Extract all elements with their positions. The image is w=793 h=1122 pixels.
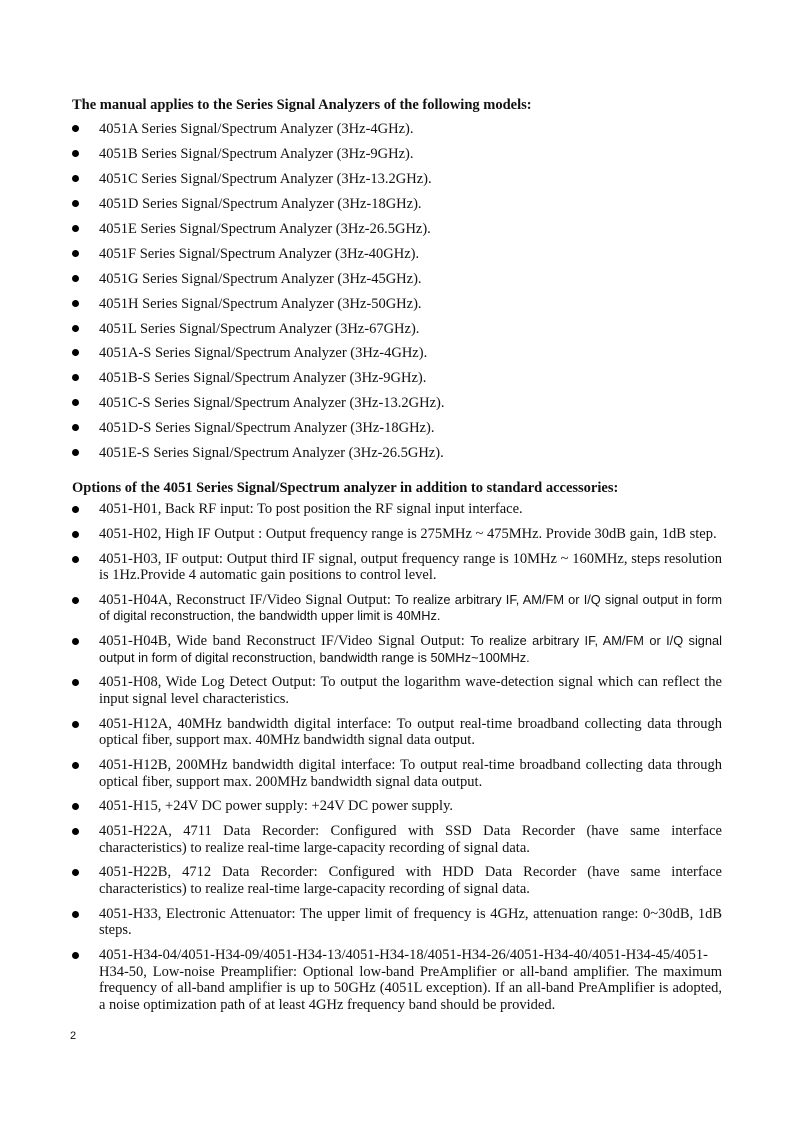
option-item — [72, 633, 722, 666]
option-label: 4051-H15, +24V DC power supply: — [99, 798, 312, 815]
option-label: 4051-H01, Back RF input: — [99, 501, 258, 517]
option-description: Output third IF signal, output frequency range is 10MHz ~ 160MHz, steps resolution is 1Hz.Provide 4 automatic gain positions to control level. — [99, 550, 722, 584]
bullet-icon — [72, 275, 79, 282]
bullet-icon — [72, 325, 79, 332]
model-text: 4051F Series Signal/Spectrum Analyzer (3Hz-40GHz). — [99, 245, 420, 262]
bullet-icon — [72, 762, 79, 769]
option-item — [72, 716, 722, 749]
option-description: To output real-time broadband collecting data through optical fiber, support max. 200MHz bandwidth signal data output. — [99, 757, 722, 790]
option-description: Configured with HDD Data Recorder (have same interface characteristics) to realize real-time large-capacity recording of signal data. — [99, 864, 722, 897]
list-item — [72, 394, 722, 419]
model-text: 4051G Series Signal/Spectrum Analyzer (3Hz-45GHz). — [99, 270, 422, 287]
option-label: 4051-H04B, Wide band Reconstruct IF/Video Signal Output: — [99, 633, 471, 650]
option-label: 4051-H08, Wide Log Detect Output: — [99, 674, 321, 691]
list-item — [72, 245, 722, 270]
list-item — [72, 120, 722, 145]
option-item — [72, 592, 722, 625]
list-item — [72, 369, 722, 394]
models-list — [72, 120, 722, 469]
option-description: To output real-time broadband collecting data through optical fiber, support max. 40MHz bandwidth signal data output. — [99, 715, 722, 749]
bullet-icon — [72, 374, 79, 381]
option-item — [72, 757, 722, 790]
model-text: 4051E-S Series Signal/Spectrum Analyzer (3Hz-26.5GHz). — [99, 445, 444, 462]
bullet-icon — [72, 721, 79, 728]
option-description: Output frequency range is 275MHz ~ 475MHz. Provide 30dB gain, 1dB step. — [265, 525, 717, 542]
model-text: 4051E Series Signal/Spectrum Analyzer (3Hz-26.5GHz). — [99, 220, 431, 237]
option-description: To realize arbitrary IF, AM/FM or I/Q signal output in form of digital reconstruction, bandwidth range is 50MHz~100MHz. — [99, 633, 722, 665]
option-description: Optional low-band PreAmplifier or all-band amplifier. The maximum frequency of all-band amplifier is up to 50GHz (4051L exception). If an all-band PreAmplifier is adopted, a noise optimization path of at least 4GHz frequency band should be provided. — [99, 963, 722, 1013]
bullet-icon — [72, 869, 79, 876]
bullet-icon — [72, 911, 79, 918]
option-label: 4051-H04A, Reconstruct IF/Video Signal Output: — [99, 591, 396, 608]
bullet-icon — [72, 506, 79, 513]
option-item — [72, 864, 722, 897]
model-text: 4051D-S Series Signal/Spectrum Analyzer (3Hz-18GHz). — [99, 420, 435, 437]
option-item — [72, 526, 722, 543]
bullet-icon — [72, 424, 79, 431]
bullet-icon — [72, 175, 79, 182]
model-text: 4051C-S Series Signal/Spectrum Analyzer (3Hz-13.2GHz). — [99, 395, 445, 412]
option-label: 4051-H22A, 4711 Data Recorder: — [99, 823, 331, 840]
model-text: 4051D Series Signal/Spectrum Analyzer (3Hz-18GHz). — [99, 195, 422, 212]
model-text: 4051A Series Signal/Spectrum Analyzer (3Hz-4GHz). — [99, 121, 414, 137]
bullet-icon — [72, 225, 79, 232]
option-description: To output the logarithm wave-detection signal which can reflect the input signal level characteristics. — [99, 674, 722, 707]
bullet-icon — [72, 200, 79, 207]
option-description: The upper limit of frequency is 4GHz, attenuation range: 0~30dB, 1dB steps. — [99, 905, 722, 939]
bullet-icon — [72, 250, 79, 257]
option-description: Configured with SSD Data Recorder (have same interface characteristics) to realize real-time large-capacity recording of signal data. — [99, 823, 722, 856]
option-description: To post position the RF signal input interface. — [257, 501, 523, 517]
bullet-icon — [72, 803, 79, 810]
list-item — [72, 145, 722, 170]
bullet-icon — [72, 679, 79, 686]
option-label: 4051-H02, High IF Output : — [99, 525, 266, 542]
page-number: 2 — [70, 1030, 77, 1042]
bullet-icon — [72, 828, 79, 835]
option-description: +24V DC power supply. — [311, 798, 454, 815]
list-item — [72, 320, 722, 345]
bullet-icon — [72, 349, 79, 356]
list-item — [72, 444, 722, 469]
bullet-icon — [72, 597, 79, 604]
list-item — [72, 419, 722, 444]
option-item — [72, 674, 722, 707]
option-description: To realize arbitrary IF, AM/FM or I/Q signal output in form of digital reconstruction, the bandwidth upper limit is 40MHz. — [99, 591, 722, 624]
option-item — [72, 906, 722, 939]
option-item — [72, 551, 722, 584]
bullet-icon — [72, 638, 79, 645]
list-item — [72, 344, 722, 369]
option-label: 4051-H03, IF output: — [99, 550, 227, 567]
bullet-icon — [72, 125, 79, 132]
option-label: 4051-H22B, 4712 Data Recorder: — [99, 864, 329, 881]
model-text: 4051B-S Series Signal/Spectrum Analyzer (3Hz-9GHz). — [99, 370, 427, 387]
option-label: 4051-H12B, 200MHz bandwidth digital interface: — [99, 757, 401, 774]
option-item — [72, 823, 722, 856]
bullet-icon — [72, 300, 79, 307]
bullet-icon — [72, 399, 79, 406]
model-text: 4051C Series Signal/Spectrum Analyzer (3Hz-13.2GHz). — [99, 170, 432, 187]
bullet-icon — [72, 531, 79, 538]
model-text: 4051H Series Signal/Spectrum Analyzer (3Hz-50GHz). — [99, 295, 422, 312]
option-label: 4051-H33, Electronic Attenuator: — [99, 905, 300, 922]
option-item — [72, 798, 722, 815]
list-item — [72, 170, 722, 195]
model-text: 4051B Series Signal/Spectrum Analyzer (3Hz-9GHz). — [99, 145, 414, 162]
model-text: 4051L Series Signal/Spectrum Analyzer (3Hz-67GHz). — [99, 320, 420, 337]
list-item — [72, 270, 722, 295]
option-item — [72, 947, 722, 1013]
bullet-icon — [72, 449, 79, 456]
option-label: 4051-H34-04/4051-H34-09/4051-H34-13/4051-H34-18/4051-H34-26/4051-H34-40/4051-H34-45/4051-H34-50, Low-noise Preamplifier: — [99, 947, 708, 980]
option-label: 4051-H12A, 40MHz bandwidth digital interface: — [99, 715, 397, 732]
models-heading: The manual applies to the Series Signal Analyzers of the following models: — [72, 97, 532, 113]
list-item — [72, 220, 722, 245]
bullet-icon — [72, 952, 79, 959]
option-item — [72, 501, 722, 518]
list-item — [72, 295, 722, 320]
options-heading: Options of the 4051 Series Signal/Spectrum analyzer in addition to standard accessories: — [72, 480, 619, 496]
list-item — [72, 195, 722, 220]
bullet-icon — [72, 556, 79, 563]
model-text: 4051A-S Series Signal/Spectrum Analyzer (3Hz-4GHz). — [99, 345, 428, 362]
bullet-icon — [72, 150, 79, 157]
options-list — [72, 501, 722, 1021]
